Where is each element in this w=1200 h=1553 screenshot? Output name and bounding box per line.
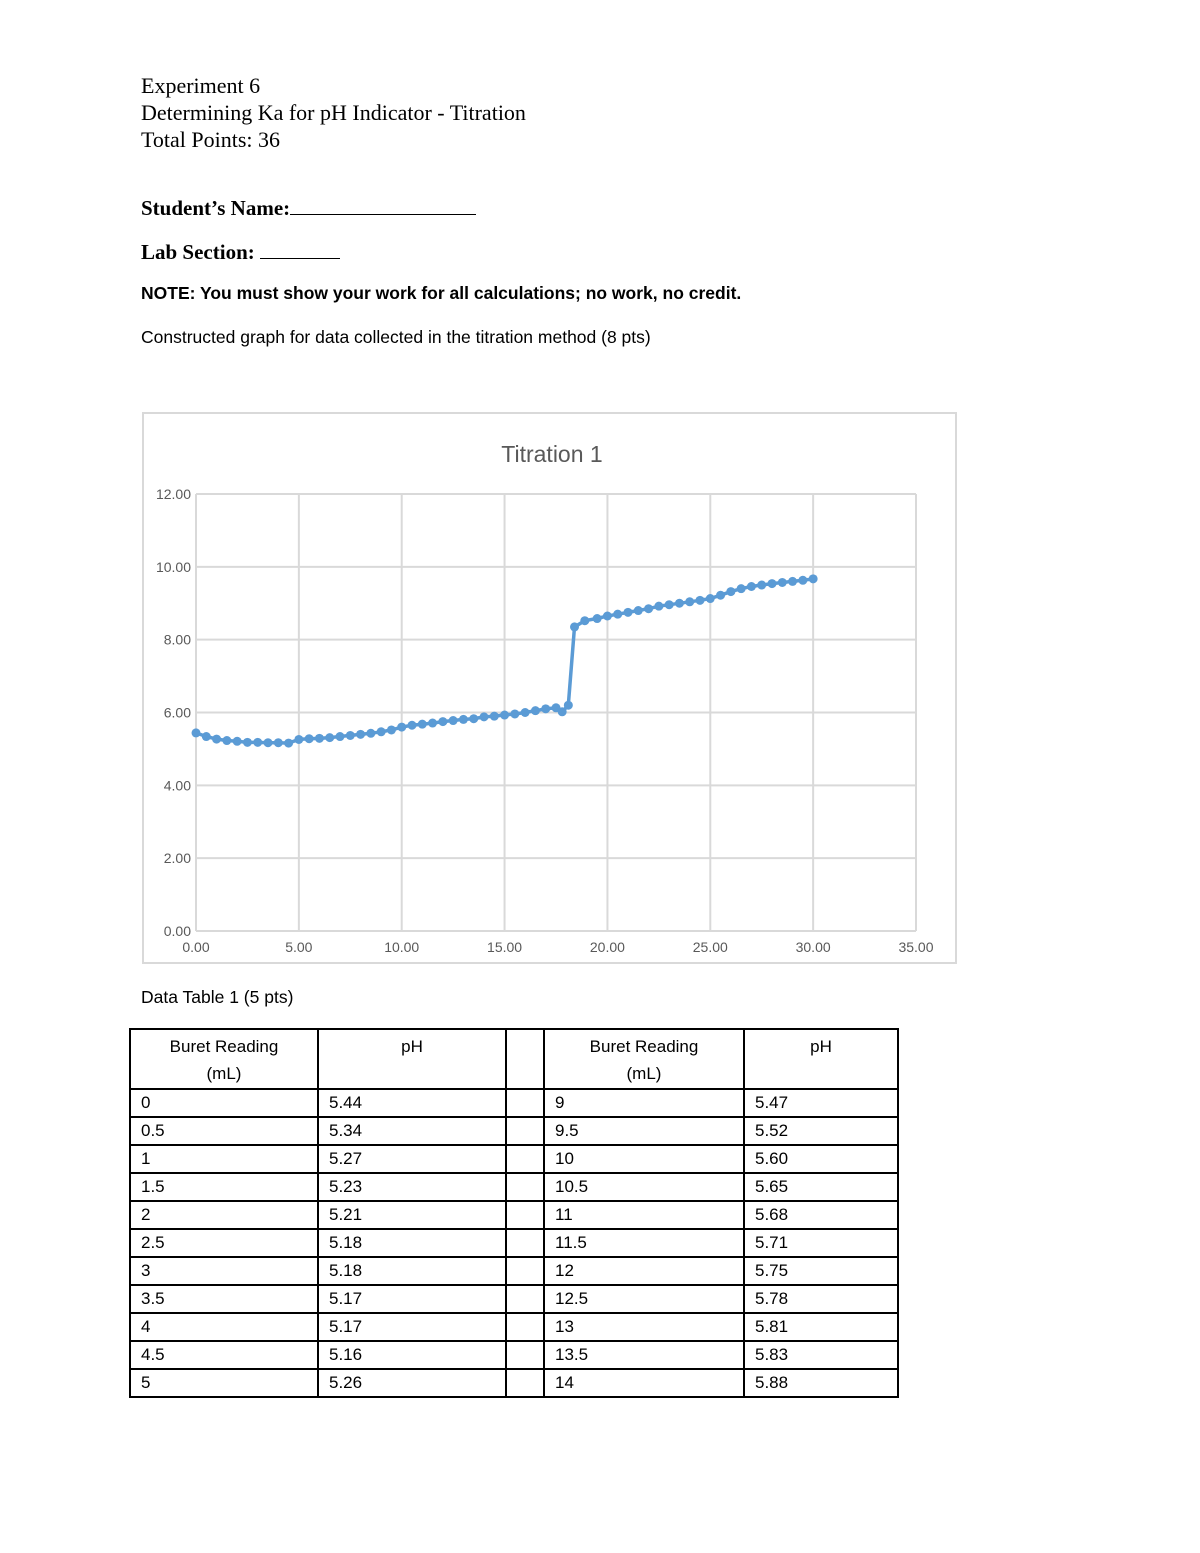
buret-reading-cell: 12 <box>544 1257 744 1285</box>
ph-cell: 5.21 <box>318 1201 506 1229</box>
spacer-cell <box>506 1089 544 1117</box>
buret-reading-cell: 11 <box>544 1201 744 1229</box>
y-tick-label: 6.00 <box>163 704 191 721</box>
buret-reading-cell: 3 <box>130 1257 318 1285</box>
spacer-cell <box>506 1313 544 1341</box>
data-point <box>397 723 406 732</box>
data-point <box>757 581 766 590</box>
spacer-cell <box>506 1257 544 1285</box>
data-point <box>222 736 231 745</box>
header-buret-reading-left: Buret Reading (mL) <box>130 1029 318 1089</box>
buret-reading-cell: 1.5 <box>130 1173 318 1201</box>
data-point <box>716 591 725 600</box>
header-ph-left: pH <box>318 1029 506 1089</box>
experiment-number: Experiment 6 <box>141 73 261 98</box>
y-tick-label: 4.00 <box>163 777 191 794</box>
data-point <box>531 706 540 715</box>
data-point <box>654 602 663 611</box>
buret-reading-cell: 4 <box>130 1313 318 1341</box>
ph-cell: 5.81 <box>744 1313 898 1341</box>
chart-canvas <box>144 414 959 966</box>
data-point <box>449 716 458 725</box>
data-point <box>778 578 787 587</box>
data-point <box>480 712 489 721</box>
student-name-label: Student’s Name: <box>141 196 291 220</box>
data-point <box>706 594 715 603</box>
buret-reading-cell: 13.5 <box>544 1341 744 1369</box>
data-point <box>558 707 567 716</box>
ph-cell: 5.52 <box>744 1117 898 1145</box>
student-name-field <box>141 196 476 221</box>
ph-cell: 5.16 <box>318 1341 506 1369</box>
ph-cell: 5.18 <box>318 1257 506 1285</box>
buret-reading-cell: 0.5 <box>130 1117 318 1145</box>
data-point <box>305 734 314 743</box>
data-point <box>570 622 579 631</box>
buret-reading-cell: 13 <box>544 1313 744 1341</box>
data-point <box>418 720 427 729</box>
table-row <box>130 1089 898 1117</box>
table-row <box>130 1145 898 1173</box>
ph-cell: 5.23 <box>318 1173 506 1201</box>
data-point <box>675 599 684 608</box>
ph-cell: 5.83 <box>744 1341 898 1369</box>
buret-reading-cell: 3.5 <box>130 1285 318 1313</box>
ph-cell: 5.60 <box>744 1145 898 1173</box>
table-row <box>130 1369 898 1397</box>
data-point <box>387 725 396 734</box>
buret-reading-cell: 0 <box>130 1089 318 1117</box>
table-row <box>130 1173 898 1201</box>
header-buret-reading-right: Buret Reading (mL) <box>544 1029 744 1089</box>
data-point <box>243 738 252 747</box>
x-tick-label: 10.00 <box>384 939 420 955</box>
ph-cell: 5.68 <box>744 1201 898 1229</box>
data-point <box>315 734 324 743</box>
graph-caption: Constructed graph for data collected in the titration method (8 pts) <box>141 327 651 347</box>
x-tick-label: 0.00 <box>182 939 210 955</box>
data-point <box>192 728 201 737</box>
data-point <box>202 732 211 741</box>
buret-reading-cell: 11.5 <box>544 1229 744 1257</box>
ph-cell: 5.75 <box>744 1257 898 1285</box>
data-point <box>253 738 262 747</box>
chart-title: Titration 1 <box>501 441 603 467</box>
ph-cell: 5.17 <box>318 1313 506 1341</box>
data-point <box>737 584 746 593</box>
data-point <box>459 715 468 724</box>
data-point <box>696 596 705 605</box>
table-caption: Data Table 1 (5 pts) <box>141 987 294 1007</box>
buret-reading-cell: 9.5 <box>544 1117 744 1145</box>
spacer-cell <box>506 1229 544 1257</box>
data-point <box>284 739 293 748</box>
spacer-cell <box>506 1145 544 1173</box>
buret-reading-cell: 10.5 <box>544 1173 744 1201</box>
data-point <box>726 587 735 596</box>
data-point <box>212 735 221 744</box>
ph-cell: 5.18 <box>318 1229 506 1257</box>
buret-reading-cell: 2 <box>130 1201 318 1229</box>
ph-cell: 5.34 <box>318 1117 506 1145</box>
data-point <box>603 611 612 620</box>
data-point <box>438 717 447 726</box>
data-point <box>377 727 386 736</box>
data-point <box>500 711 509 720</box>
data-point <box>798 576 807 585</box>
spacer-cell <box>506 1117 544 1145</box>
data-point <box>325 733 334 742</box>
data-point <box>580 616 589 625</box>
data-point <box>356 730 365 739</box>
header-spacer <box>506 1029 544 1089</box>
header-ph-right: pH <box>744 1029 898 1089</box>
ph-cell: 5.65 <box>744 1173 898 1201</box>
buret-reading-cell: 14 <box>544 1369 744 1397</box>
data-table <box>129 1028 899 1398</box>
spacer-cell <box>506 1341 544 1369</box>
data-point <box>274 738 283 747</box>
data-point <box>644 604 653 613</box>
x-tick-label: 25.00 <box>692 939 728 955</box>
y-tick-label: 10.00 <box>155 558 191 575</box>
lab-section-field <box>141 240 340 265</box>
titration-chart <box>142 412 957 964</box>
table-row <box>130 1285 898 1313</box>
data-point <box>469 714 478 723</box>
data-point <box>233 737 242 746</box>
data-point <box>634 606 643 615</box>
chart-tick-labels <box>156 486 934 955</box>
y-tick-label: 8.00 <box>163 631 191 648</box>
y-tick-label: 2.00 <box>163 850 191 867</box>
note-text: NOTE: You must show your work for all calculations; no work, no credit. <box>141 283 742 303</box>
buret-reading-cell: 4.5 <box>130 1341 318 1369</box>
x-tick-label: 30.00 <box>795 939 831 955</box>
y-tick-label: 12.00 <box>155 486 191 502</box>
spacer-cell <box>506 1369 544 1397</box>
ph-cell: 5.27 <box>318 1145 506 1173</box>
buret-reading-cell: 5 <box>130 1369 318 1397</box>
ph-cell: 5.88 <box>744 1369 898 1397</box>
x-tick-label: 35.00 <box>898 939 934 955</box>
data-point <box>788 577 797 586</box>
data-point <box>624 608 633 617</box>
data-point <box>428 719 437 728</box>
data-point <box>346 731 355 740</box>
data-point <box>336 732 345 741</box>
spacer-cell <box>506 1173 544 1201</box>
data-point <box>809 574 818 583</box>
data-point <box>613 610 622 619</box>
spacer-cell <box>506 1285 544 1313</box>
data-point <box>408 721 417 730</box>
buret-reading-cell: 9 <box>544 1089 744 1117</box>
table-row <box>130 1313 898 1341</box>
buret-reading-cell: 12.5 <box>544 1285 744 1313</box>
y-tick-label: 0.00 <box>163 923 191 939</box>
data-point <box>747 582 756 591</box>
data-point <box>768 579 777 588</box>
data-point <box>521 708 530 717</box>
data-point <box>685 597 694 606</box>
x-tick-label: 20.00 <box>589 939 625 955</box>
table-row <box>130 1229 898 1257</box>
x-tick-label: 15.00 <box>487 939 523 955</box>
data-point <box>490 712 499 721</box>
ph-cell: 5.44 <box>318 1089 506 1117</box>
x-tick-label: 5.00 <box>285 939 313 955</box>
buret-reading-cell: 2.5 <box>130 1229 318 1257</box>
data-point <box>541 704 550 713</box>
ph-cell: 5.26 <box>318 1369 506 1397</box>
experiment-title: Determining Ka for pH Indicator - Titration <box>141 100 526 125</box>
data-point <box>564 701 573 710</box>
data-point <box>665 600 674 609</box>
total-points: Total Points: 36 <box>141 127 281 152</box>
data-point <box>294 735 303 744</box>
buret-reading-cell: 1 <box>130 1145 318 1173</box>
table-header-row <box>130 1029 898 1089</box>
table-row <box>130 1257 898 1285</box>
data-point <box>264 738 273 747</box>
data-point <box>593 614 602 623</box>
data-point <box>366 729 375 738</box>
spacer-cell <box>506 1201 544 1229</box>
lab-section-blank[interactable] <box>260 240 340 259</box>
data-point <box>510 709 519 718</box>
student-name-blank[interactable] <box>290 196 476 215</box>
table-row <box>130 1341 898 1369</box>
buret-reading-cell: 10 <box>544 1145 744 1173</box>
lab-section-label: Lab Section: <box>141 240 255 264</box>
ph-cell: 5.71 <box>744 1229 898 1257</box>
table-row <box>130 1201 898 1229</box>
ph-cell: 5.17 <box>318 1285 506 1313</box>
ph-cell: 5.47 <box>744 1089 898 1117</box>
table-row <box>130 1117 898 1145</box>
chart-gridlines <box>196 494 916 931</box>
ph-cell: 5.78 <box>744 1285 898 1313</box>
